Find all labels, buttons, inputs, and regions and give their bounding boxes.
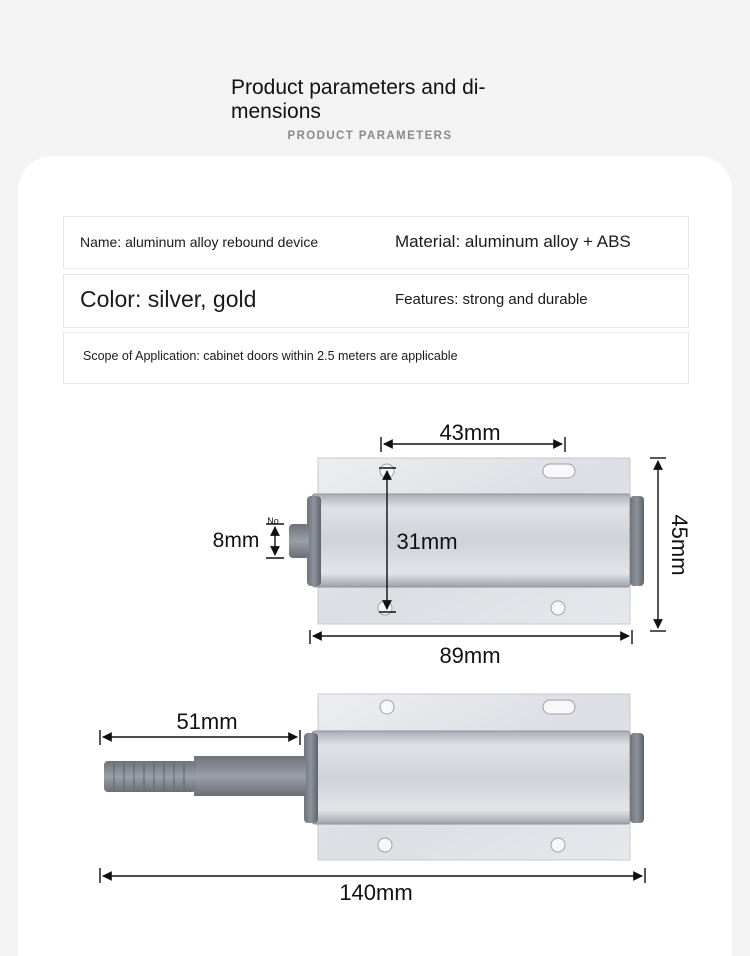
- side-end-cap-left: [304, 733, 318, 823]
- top-screw-hole-lower: [378, 601, 392, 615]
- dim-label-8mm-tag: No: [267, 516, 279, 526]
- dim-label-45mm: 45mm: [667, 514, 692, 576]
- side-end-cap-right: [630, 733, 644, 823]
- dim-label-140mm: 140mm: [339, 880, 413, 905]
- side-slot-hole: [543, 700, 575, 714]
- dim-label-8mm: 8mm: [212, 529, 260, 552]
- spec-material: Material: aluminum alloy + ABS: [395, 232, 631, 251]
- spec-color: Color: silver, gold: [80, 286, 257, 312]
- top-screw-hole-right: [551, 601, 565, 615]
- top-end-cap-left: [307, 496, 321, 586]
- dim-label-51mm: 51mm: [176, 709, 238, 734]
- top-view-device: [289, 458, 644, 624]
- dim-label-31mm: 31mm: [396, 529, 458, 554]
- page-title: [231, 76, 511, 124]
- spec-row-color-features: [63, 274, 689, 328]
- side-screw-hole-upper: [380, 700, 394, 714]
- page-title-line-1: Product parameters and di-: [231, 76, 486, 99]
- top-end-cap-right: [630, 496, 644, 586]
- side-screw-hole-right: [551, 838, 565, 852]
- top-plunger-tip: [289, 524, 309, 558]
- dim-label-89mm: 89mm: [439, 643, 501, 668]
- side-plunger-rod: [194, 756, 306, 796]
- side-body-housing: [312, 731, 630, 824]
- top-slot-hole: [543, 464, 575, 478]
- dim-label-43mm: 43mm: [439, 420, 501, 445]
- page-subtitle: PRODUCT PARAMETERS: [287, 130, 453, 142]
- side-screw-hole-lower: [378, 838, 392, 852]
- spec-row-name-material: [63, 216, 689, 269]
- side-plunger-head: [104, 761, 196, 792]
- spec-row-scope: [63, 332, 689, 384]
- spec-features: Features: strong and durable: [395, 291, 588, 308]
- dimension-diagram: [0, 390, 750, 944]
- page-title-line-2: mensions: [231, 100, 321, 123]
- spec-scope: Scope of Application: cabinet doors within 2.5 meters are applicable: [83, 349, 458, 363]
- spec-name: Name: aluminum alloy rebound device: [80, 234, 319, 250]
- header: [0, 0, 750, 160]
- top-body-housing: [312, 494, 630, 587]
